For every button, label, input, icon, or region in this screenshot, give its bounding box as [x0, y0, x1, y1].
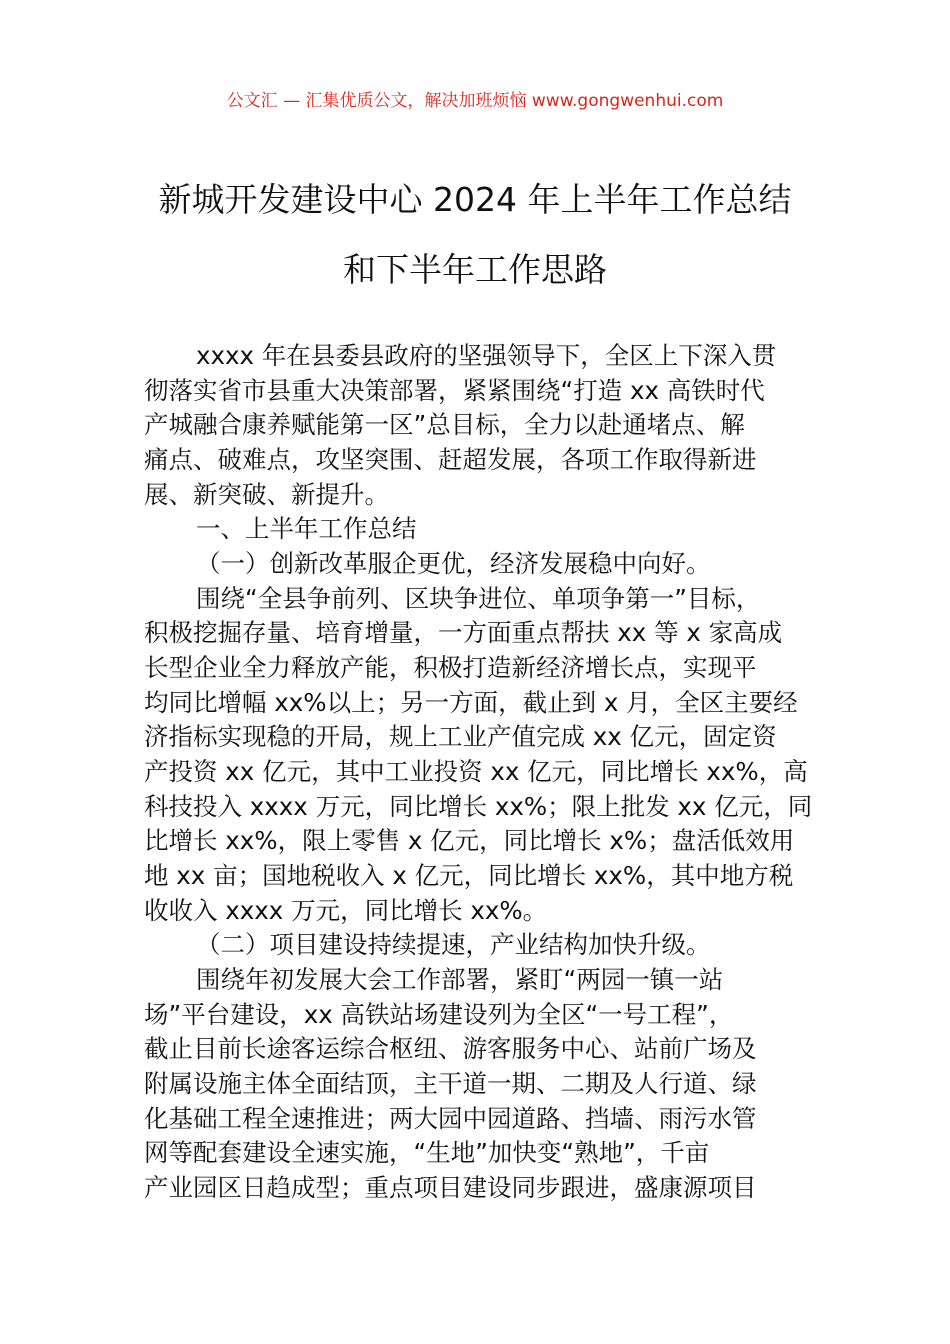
paragraph-line: 网等配套建设全速实施，“生地”加快变“熟地”，千亩: [144, 1138, 710, 1168]
paragraph-line: 附属设施主体全面结顶，主干道一期、二期及人行道、绿: [144, 1069, 757, 1099]
paragraph-line: 济指标实现稳的开局，规上工业产值完成 xx 亿元，固定资: [144, 722, 777, 752]
section-heading: 一、上半年工作总结: [196, 514, 417, 544]
paragraph-line: 均同比增幅 xx%以上；另一方面，截止到 x 月，全区主要经: [144, 687, 798, 717]
paragraph-line: 痛点、破难点，攻坚突围、赶超发展，各项工作取得新进: [144, 445, 757, 475]
paragraph-line: 围绕年初发展大会工作部署，紧盯“两园一镇一站: [196, 965, 724, 995]
document-title-line-2: 和下半年工作思路: [343, 250, 607, 289]
paragraph-line: 地 xx 亩；国地税收入 x 亿元，同比增长 xx%，其中地方税: [144, 861, 794, 891]
paragraph-line: 截止目前长途客运综合枢纽、游客服务中心、站前广场及: [144, 1034, 757, 1064]
paragraph-line: 比增长 xx%，限上零售 x 亿元，同比增长 x%；盘活低效用: [144, 826, 795, 856]
paragraph-line: 产业园区日趋成型；重点项目建设同步跟进，盛康源项目: [144, 1173, 757, 1203]
paragraph-line: 场”平台建设，xx 高铁站场建设列为全区“一号工程”，: [144, 999, 734, 1029]
document-title-line-1: 新城开发建设中心 2024 年上半年工作总结: [158, 180, 792, 219]
site-header-banner: 公文汇 — 汇集优质公文，解决加班烦恼 www.gongwenhui.com: [226, 91, 724, 111]
paragraph-line: xxxx 年在县委县政府的坚强领导下，全区上下深入贯: [196, 341, 777, 370]
paragraph-line: 长型企业全力释放产能，积极打造新经济增长点，实现平: [144, 653, 757, 683]
paragraph-line: 收收入 xxxx 万元，同比增长 xx%。: [144, 895, 548, 925]
paragraph-line: 科技投入 xxxx 万元，同比增长 xx%；限上批发 xx 亿元，同: [144, 791, 813, 821]
paragraph-line: 展、新突破、新提升。: [144, 479, 389, 509]
document-body: [144, 339, 812, 1206]
subsection-heading: （二）项目建设持续提速，产业结构加快升级。: [196, 930, 711, 960]
paragraph-line: 产投资 xx 亿元，其中工业投资 xx 亿元，同比增长 xx%，高: [144, 757, 808, 787]
paragraph-line: 产城融合康养赋能第一区”总目标，全力以赴通堵点、解: [144, 410, 745, 440]
paragraph-line: 积极挖掘存量、培育增量，一方面重点帮扶 xx 等 x 家高成: [144, 618, 783, 648]
paragraph-line: 化基础工程全速推进；两大园中园道路、挡墙、雨污水管: [144, 1103, 757, 1133]
subsection-heading: （一）创新改革服企更优，经济发展稳中向好。: [196, 549, 711, 579]
paragraph-line: 彻落实省市县重大决策部署，紧紧围绕“打造 xx 高铁时代: [144, 375, 765, 405]
paragraph-line: 围绕“全县争前列、区块争进位、单项争第一”目标，: [196, 583, 761, 613]
